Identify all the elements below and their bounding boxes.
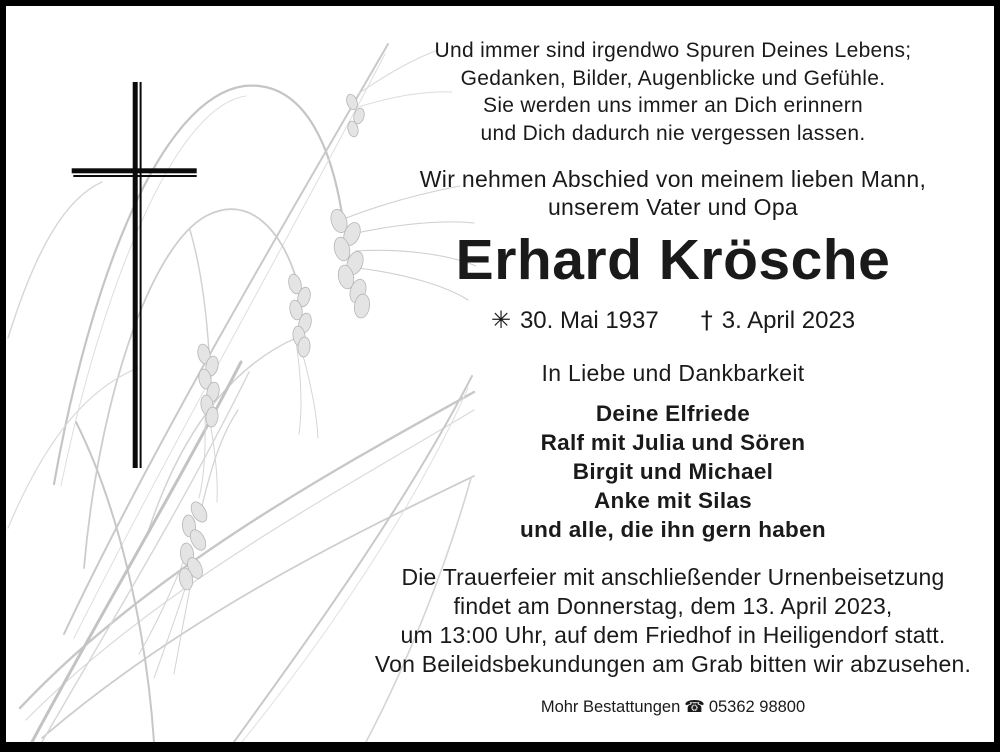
- epigraph-line: Gedanken, Bilder, Augenblicke und Gefühle.: [460, 66, 886, 90]
- announcement-line: findet am Donnerstag, dem 13. April 2023,: [453, 593, 893, 619]
- deceased-name: Erhard Krösche: [455, 228, 891, 292]
- phone-number: 05362 98800: [708, 698, 806, 716]
- announcement-line: Von Beileidsbekundungen am Grab bitten wir abzusehen.: [374, 651, 972, 677]
- epigraph: [345, 37, 1000, 147]
- funeral-home-name: Mohr Bestattungen: [540, 698, 681, 716]
- epigraph-line: Sie werden uns immer an Dich erinnern: [483, 94, 863, 117]
- mourner-line: Ralf mit Julia und Sören: [540, 430, 806, 455]
- funeral-home-line: [345, 697, 1000, 717]
- epigraph-line: Und immer sind irgendwo Spuren Deines Lebens;: [434, 39, 912, 62]
- death-date-text: 3. April 2023: [721, 307, 856, 334]
- death-date: [701, 305, 855, 336]
- mourner-line: Anke mit Silas: [593, 488, 752, 513]
- tribute-line: In Liebe und Dankbarkeit: [541, 360, 805, 386]
- intro-line: unserem Vater und Opa: [547, 194, 799, 220]
- death-cross-icon: †: [700, 306, 713, 334]
- life-dates: [345, 305, 1000, 336]
- birth-star-icon: ✳: [490, 306, 511, 334]
- funeral-announcement: [345, 563, 1000, 679]
- epigraph-line: und Dich dadurch nie vergessen lassen.: [480, 121, 866, 145]
- announcement-line: Die Trauerfeier mit anschließender Urnenbeisetzung: [401, 564, 945, 590]
- announcement-line: um 13:00 Uhr, auf dem Friedhof in Heiligendorf statt.: [400, 622, 946, 648]
- mourner-line: Birgit und Michael: [572, 459, 774, 484]
- mourner-line: und alle, die ihn gern haben: [520, 517, 826, 542]
- farewell-intro: [345, 165, 1000, 221]
- mourner-line: Deine Elfriede: [595, 401, 751, 426]
- mourners-list: [345, 399, 1000, 544]
- birth-date-text: 30. Mai 1937: [519, 307, 659, 334]
- phone-icon: ☎: [684, 697, 705, 716]
- intro-line: Wir nehmen Abschied von meinem lieben Mann,: [419, 166, 927, 192]
- birth-date: [491, 305, 659, 336]
